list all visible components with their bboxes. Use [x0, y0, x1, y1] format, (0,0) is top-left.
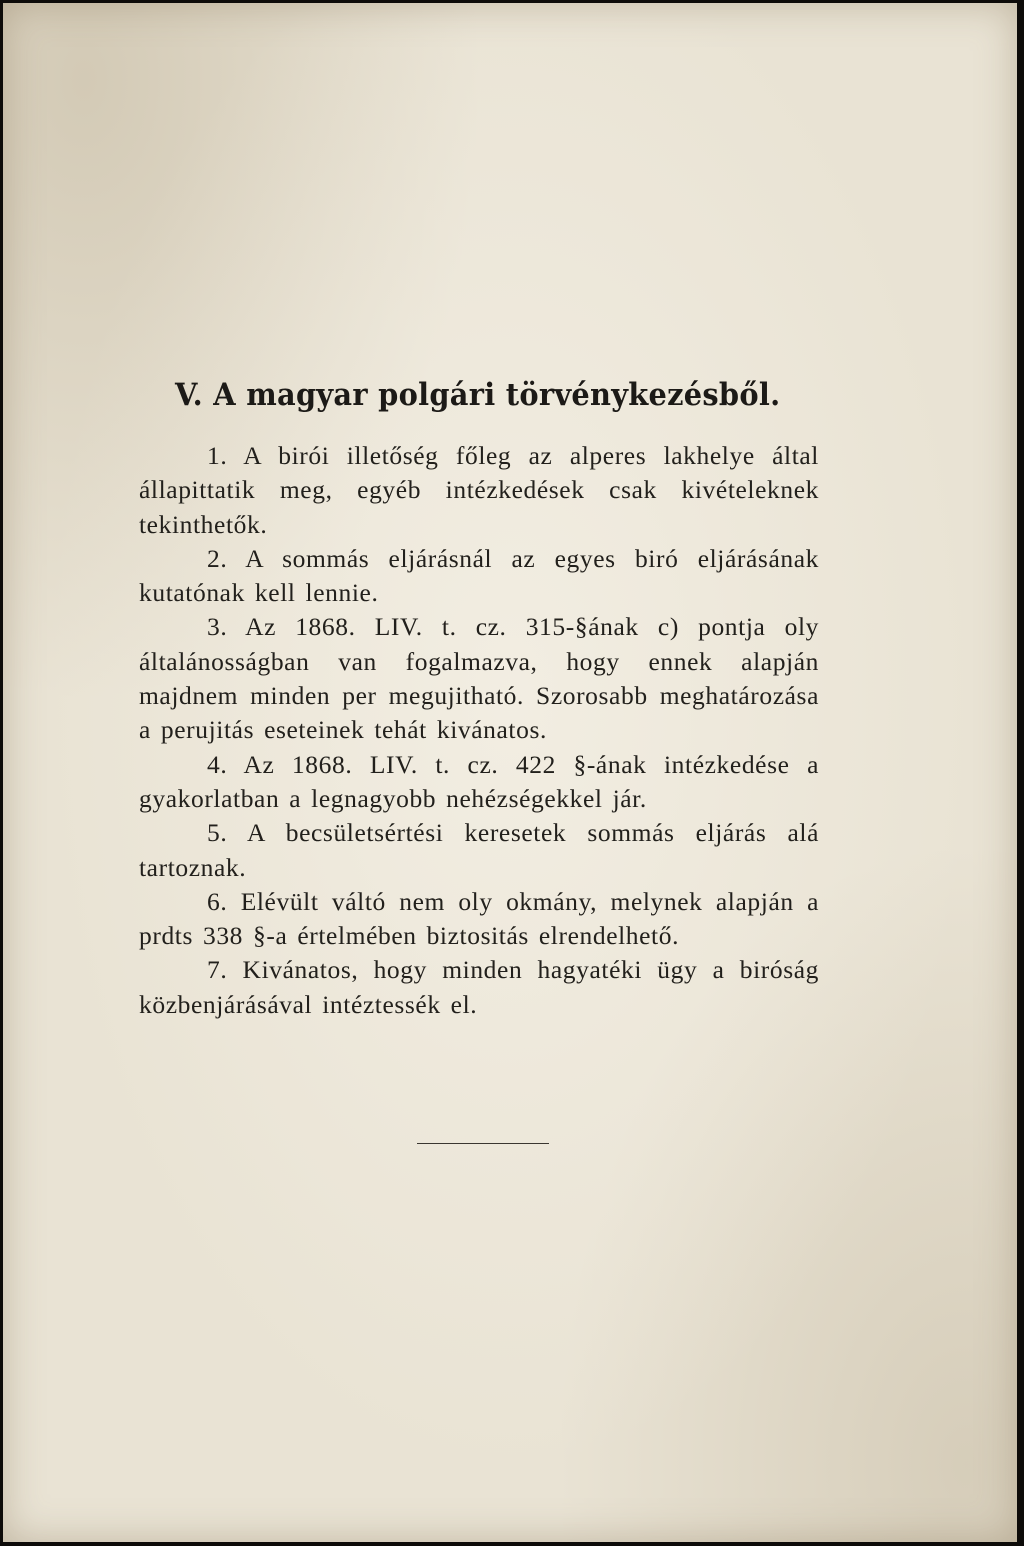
paragraph-1: 1. A birói illetőség főleg az alperes lakhelye által állapittatik meg, egyéb intézkedések csak kivételeknek tekinthetők.	[139, 441, 819, 539]
paragraph-3: 3. Az 1868. LIV. t. cz. 315-§ának c) pontja oly általánosságban van fogalmazva, hogy ennek alapján majdnem minden per megujitható. Szorosabb meghatározása a perujitás eseteinek tehát kivánatos.	[139, 612, 819, 745]
paragraph-2: 2. A sommás eljárásnál az egyes biró eljárásának kutatónak kell lennie.	[139, 543, 819, 608]
paragraph-4: 4. Az 1868. LIV. t. cz. 422 §-ának intézkedése a gyakorlatban a legnagyobb nehézségekkel jár.	[139, 749, 819, 813]
paragraph-5: 5. A becsületsértési keresetek sommás eljárás alá tartoznak.	[139, 818, 819, 882]
section-heading: V. A magyar polgári törvénykezésből.	[175, 377, 781, 413]
paragraph-7: 7. Kivánatos, hogy minden hagyatéki ügy a biróság közbenjárásával intéztessék el.	[139, 955, 819, 1019]
section-body	[139, 439, 819, 1022]
end-rule	[417, 1143, 549, 1144]
paragraph-6: 6. Elévült váltó nem oly okmány, melynek alapján a prdts 338 §-a értelmében biztositás elrendelhető.	[139, 886, 819, 951]
book-page	[3, 3, 1017, 1542]
